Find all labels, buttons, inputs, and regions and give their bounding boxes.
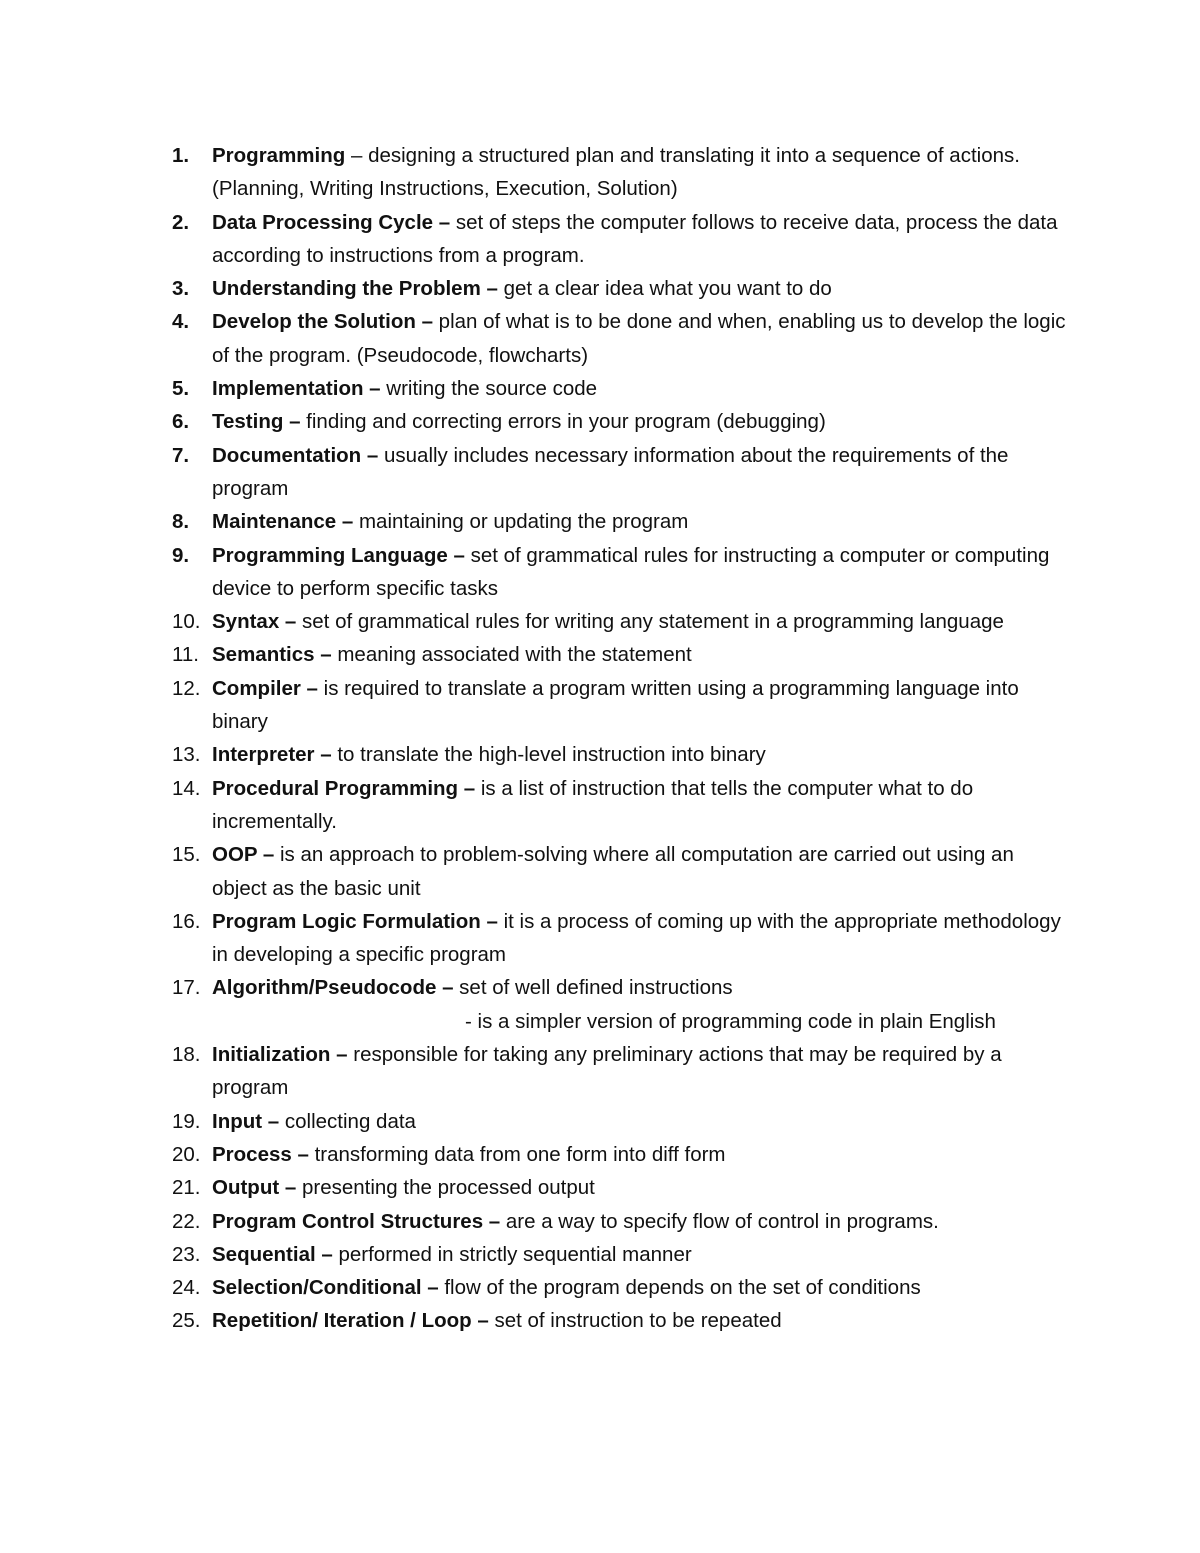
item-term: Programming — [212, 144, 346, 167]
item-body — [212, 971, 1072, 1038]
item-definition: performed in strictly sequential manner — [338, 1242, 692, 1266]
item-body — [212, 638, 1072, 671]
list-item — [172, 672, 1072, 739]
list-item — [172, 1038, 1072, 1105]
item-body — [212, 372, 1072, 405]
item-term: Data Processing Cycle – — [212, 210, 456, 234]
item-number: 14. — [172, 776, 201, 800]
item-number: 5. — [172, 377, 190, 401]
item-term: Maintenance – — [212, 510, 359, 534]
list-item — [172, 1171, 1072, 1204]
item-number: 21. — [172, 1176, 201, 1200]
item-body — [212, 1238, 1072, 1271]
item-definition: are a way to specify flow of control in programs. — [505, 1209, 939, 1233]
item-number: 17. — [172, 976, 201, 1000]
item-body — [212, 439, 1072, 506]
item-body — [212, 1205, 1072, 1238]
item-body — [212, 1271, 1072, 1304]
item-body — [212, 605, 1072, 638]
item-term: Algorithm/Pseudocode – — [212, 976, 460, 1000]
item-definition: finding and correcting errors in your program (debugging) — [306, 410, 826, 434]
item-definition: set of steps the computer follows to receive data, process the data according to instructions from a program. — [212, 210, 1058, 267]
item-term: Procedural Programming – — [212, 776, 481, 800]
item-term: Programming Language – — [212, 543, 471, 567]
list-item — [172, 372, 1072, 405]
list-item — [172, 139, 1072, 206]
item-body — [212, 206, 1072, 273]
item-term: Program Control Structures – — [212, 1209, 506, 1233]
list-item — [172, 1105, 1072, 1138]
list-item — [172, 505, 1072, 538]
item-body — [212, 539, 1072, 606]
item-definition: responsible for taking any preliminary actions that may be required by a program — [212, 1043, 1002, 1100]
item-term: Develop the Solution – — [212, 310, 439, 334]
list-item — [172, 539, 1072, 606]
list-item — [172, 1205, 1072, 1238]
item-definition: plan of what is to be done and when, enabling us to develop the logic of the program. (Pseudocode, flowcharts) — [212, 310, 1066, 367]
item-term: OOP – — [212, 843, 280, 867]
item-number: 25. — [172, 1309, 201, 1333]
item-body — [212, 905, 1072, 972]
item-term: Repetition/ Iteration / Loop – — [212, 1309, 495, 1333]
item-definition: writing the source code — [386, 377, 598, 401]
item-body — [212, 1304, 1072, 1337]
item-term: Initialization – — [212, 1043, 354, 1067]
item-term: Compiler – — [212, 676, 324, 700]
item-number: 11. — [172, 643, 199, 667]
item-definition: get a clear idea what you want to do — [503, 277, 832, 301]
item-definition: set of instruction to be repeated — [494, 1309, 782, 1333]
item-term: Implementation – — [212, 377, 387, 401]
item-number: 12. — [172, 676, 201, 700]
item-definition: set of well defined instructions — [459, 976, 733, 1000]
item-term: Testing – — [212, 410, 307, 434]
item-body — [212, 305, 1072, 372]
item-term: Selection/Conditional – — [212, 1276, 445, 1300]
item-number: 4. — [172, 310, 190, 334]
item-definition: presenting the processed output — [301, 1176, 595, 1200]
item-term: Interpreter – — [212, 743, 338, 767]
item-term: Process – — [212, 1142, 315, 1166]
item-body — [212, 838, 1072, 905]
item-body — [212, 139, 1072, 206]
item-definition: designing a structured plan and translating it into a sequence of actions. (Planning, Writing Instructions, Execution, Solution) — [212, 144, 1020, 201]
item-body — [212, 772, 1072, 839]
list-item — [172, 905, 1072, 972]
item-body — [212, 1038, 1072, 1105]
item-body — [212, 505, 1072, 538]
item-term: Documentation – — [212, 443, 384, 467]
list-item — [172, 1304, 1072, 1337]
item-definition: is required to translate a program written using a programming language into binary — [212, 676, 1019, 734]
item-number: 8. — [172, 510, 190, 534]
item-number: 15. — [172, 843, 201, 867]
item-term: Semantics – — [212, 643, 338, 667]
item-body — [212, 1105, 1072, 1138]
item-number: 1. — [172, 144, 190, 167]
item-term: Output – — [212, 1176, 302, 1200]
item-body — [212, 405, 1072, 438]
item-number: 24. — [172, 1276, 201, 1300]
item-number: 6. — [172, 410, 190, 434]
glossary-list — [172, 139, 1072, 1338]
item-number: 20. — [172, 1142, 201, 1166]
list-item — [172, 305, 1072, 372]
item-number: 18. — [172, 1043, 201, 1067]
item-body — [212, 738, 1072, 771]
list-item — [172, 1271, 1072, 1304]
item-number: 9. — [172, 543, 190, 567]
item-definition: meaning associated with the statement — [337, 643, 692, 667]
item-definition: to translate the high-level instruction into binary — [337, 743, 766, 767]
item-definition: set of grammatical rules for instructing a computer or computing device to perform specific tasks — [212, 543, 1050, 600]
item-definition: is an approach to problem-solving where all computation are carried out using an object as the basic unit — [212, 843, 1014, 900]
item-number: 10. — [172, 610, 201, 634]
list-item — [172, 1138, 1072, 1171]
list-item — [172, 838, 1072, 905]
item-definition: it is a process of coming up with the appropriate methodology in developing a specific program — [212, 909, 1061, 967]
item-definition: usually includes necessary information about the requirements of the program — [212, 443, 1009, 500]
item-definition: collecting data — [284, 1109, 416, 1133]
item-term: Understanding the Problem – — [212, 277, 504, 301]
list-item — [172, 1238, 1072, 1271]
item-definition: maintaining or updating the program — [358, 510, 689, 534]
item-number: 16. — [172, 909, 201, 933]
list-item — [172, 439, 1072, 506]
item-number: 23. — [172, 1242, 201, 1266]
item-definition: is a list of instruction that tells the computer what to do incrementally. — [212, 776, 974, 833]
item-body — [212, 672, 1072, 739]
item-term: Syntax – — [212, 610, 303, 634]
item-separator: – — [345, 144, 369, 167]
item-term: Sequential – — [212, 1242, 339, 1266]
list-item — [172, 971, 1072, 1038]
item-number: 22. — [172, 1209, 201, 1233]
item-extra-definition: - is a simpler version of programming code in plain English — [465, 1009, 996, 1033]
item-number: 7. — [172, 443, 190, 467]
item-definition: transforming data from one form into diff form — [314, 1142, 726, 1166]
item-number: 3. — [172, 277, 190, 301]
list-item — [172, 638, 1072, 671]
list-item — [172, 772, 1072, 839]
item-body — [212, 272, 1072, 305]
item-body — [212, 1138, 1072, 1171]
item-number: 19. — [172, 1109, 201, 1133]
item-number: 13. — [172, 743, 201, 767]
list-item — [172, 605, 1072, 638]
item-term: Program Logic Formulation – — [212, 909, 504, 933]
list-item — [172, 272, 1072, 305]
item-definition: flow of the program depends on the set of conditions — [444, 1276, 921, 1300]
list-item — [172, 405, 1072, 438]
item-number: 2. — [172, 210, 190, 234]
item-term: Input – — [212, 1109, 285, 1133]
item-definition: set of grammatical rules for writing any statement in a programming language — [302, 610, 1004, 634]
list-item — [172, 206, 1072, 273]
list-item — [172, 738, 1072, 771]
item-body — [212, 1171, 1072, 1204]
